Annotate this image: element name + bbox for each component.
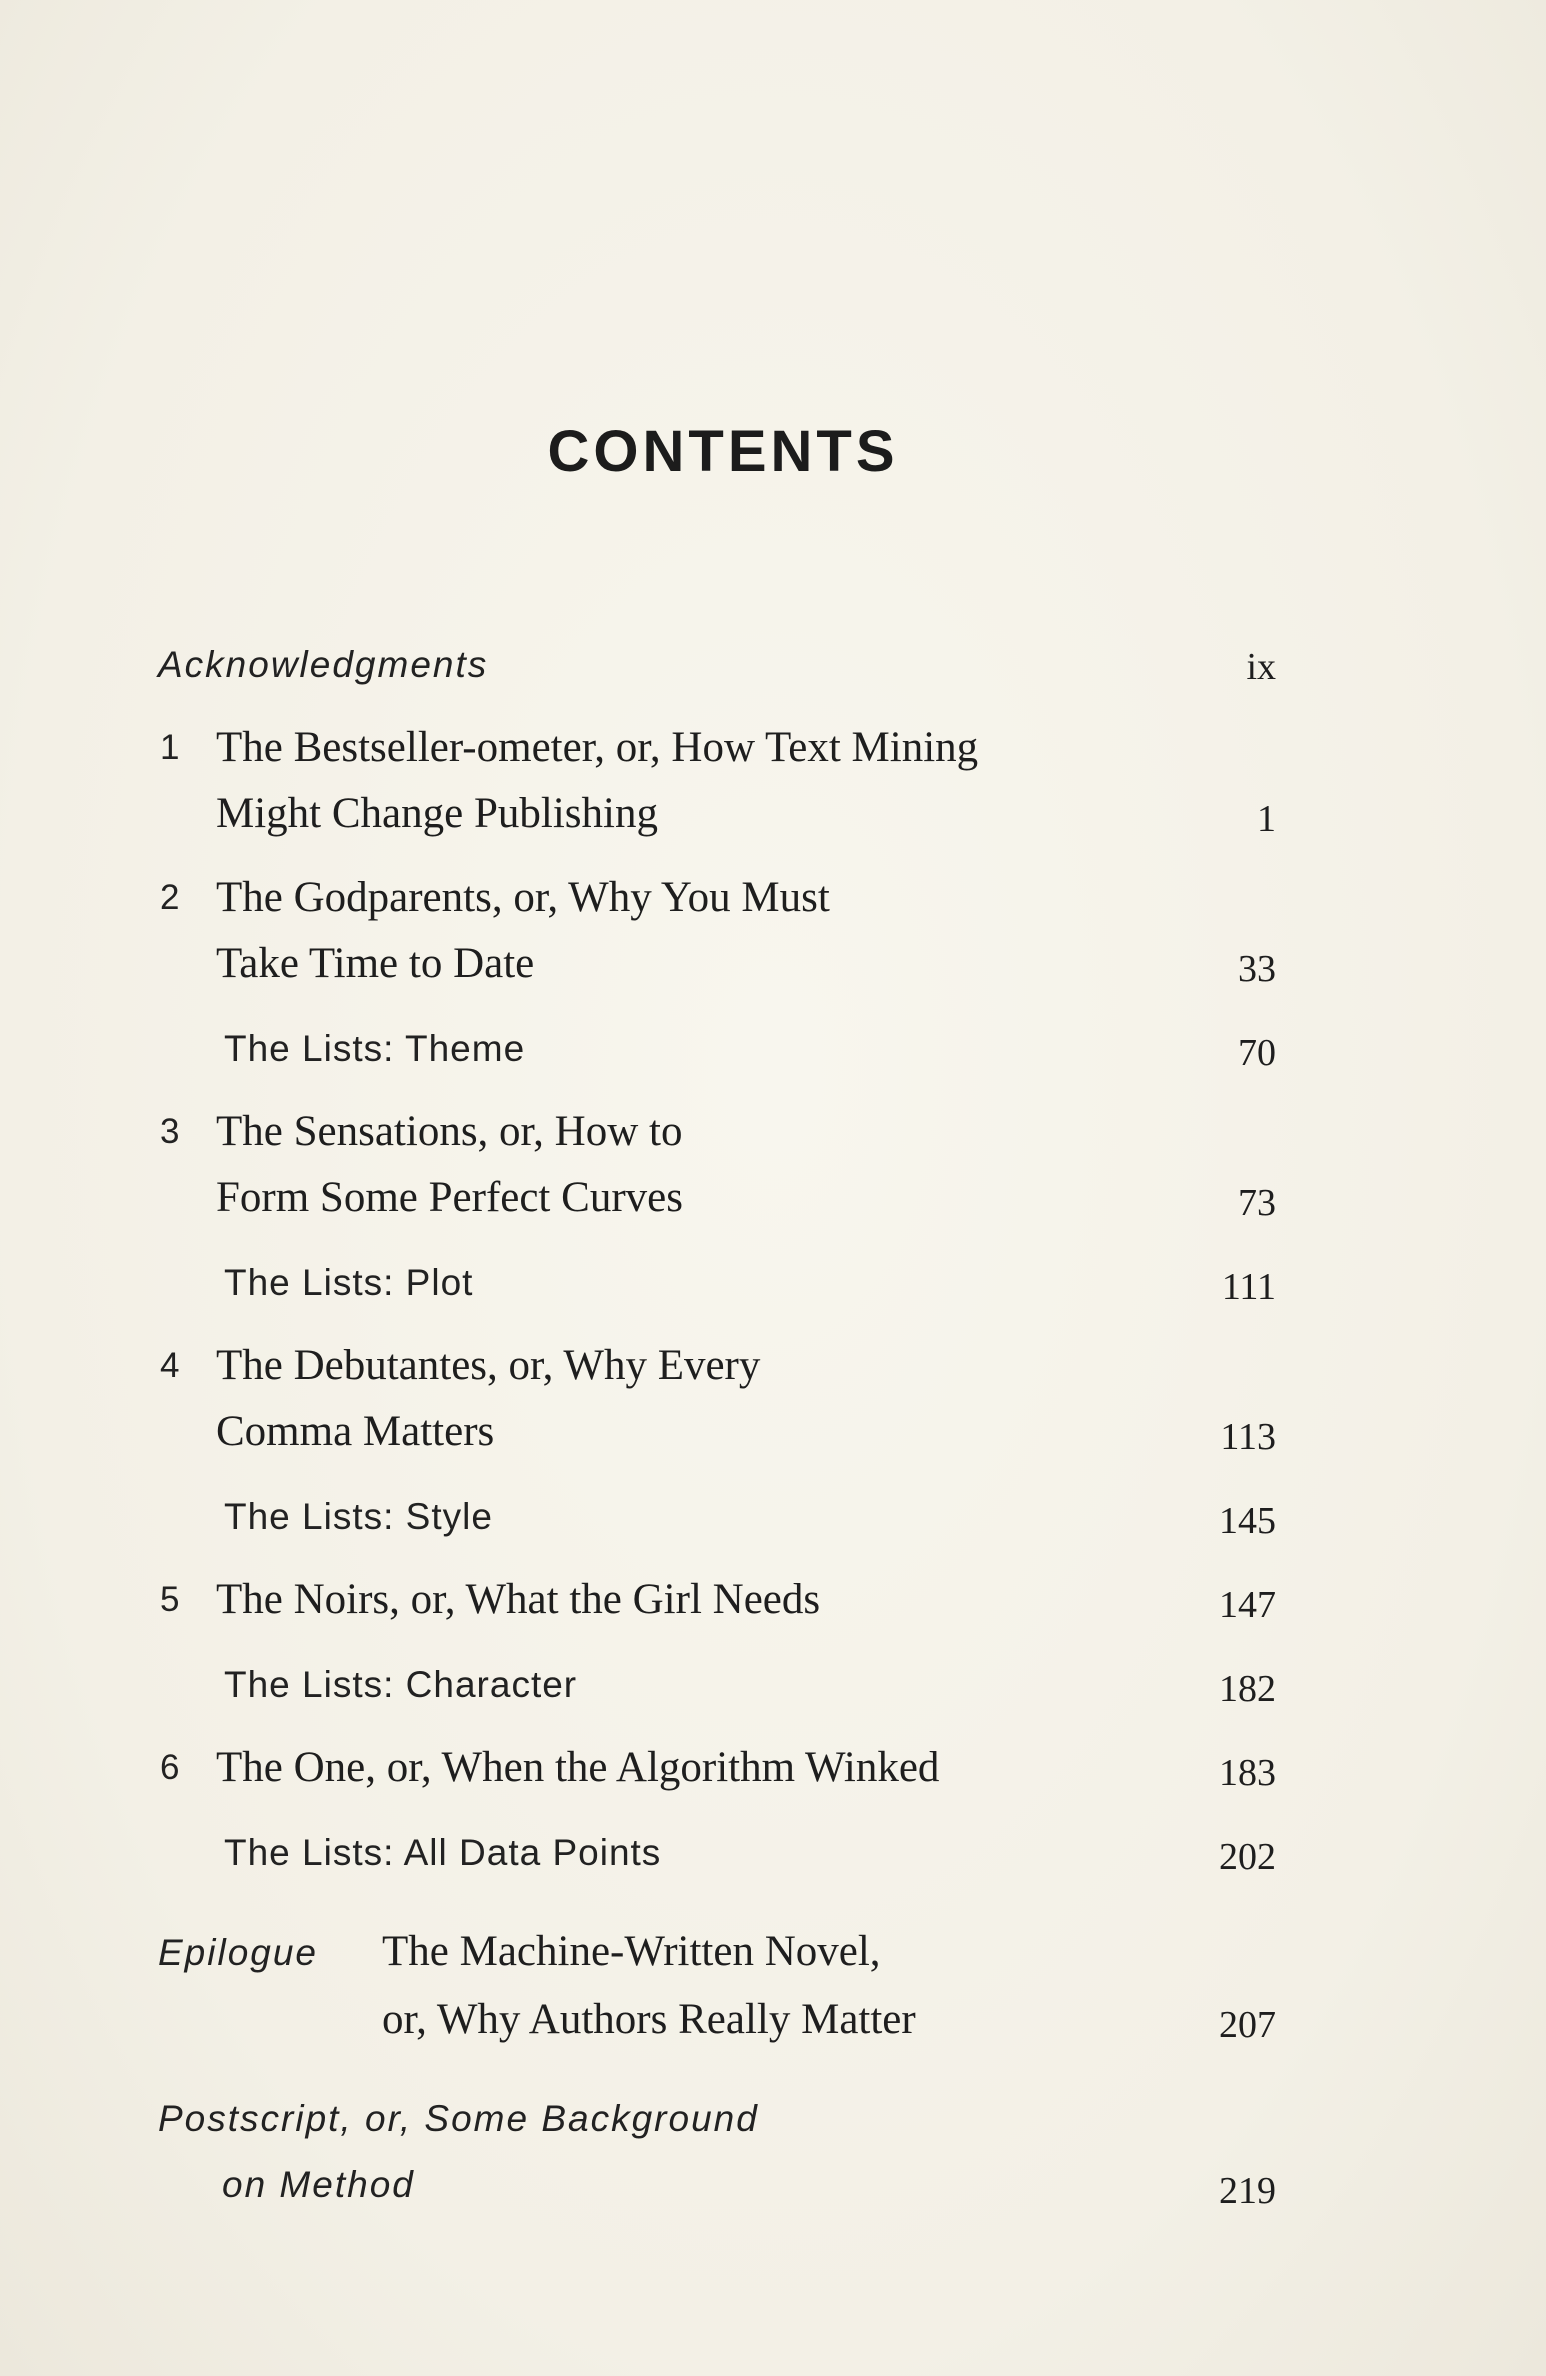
toc-page-number: 182: [1219, 1668, 1276, 1710]
page-title: CONTENTS: [547, 419, 899, 484]
toc-page-number: 70: [1238, 1032, 1276, 1074]
toc-page-number: 202: [1219, 1836, 1276, 1878]
toc-entry-label: Epilogue: [158, 1932, 319, 1973]
chapter-title-line-1: The Noirs, or, What the Girl Needs: [216, 1576, 821, 1623]
chapter-number: 2: [160, 878, 180, 917]
toc-page-number: ix: [1246, 646, 1276, 688]
chapter-title-line-2: Form Some Perfect Curves: [216, 1174, 683, 1221]
toc-page-number: 207: [1219, 2004, 1276, 2046]
toc-page-number: 113: [1220, 1416, 1276, 1458]
toc-page-number: 183: [1219, 1752, 1276, 1794]
chapter-number: 1: [160, 728, 180, 767]
toc-page-number: 111: [1221, 1266, 1276, 1308]
chapter-title-line-1: The Godparents, or, Why You Must: [216, 874, 830, 921]
chapter-number: 3: [160, 1112, 180, 1151]
chapter-title-line-1: The Bestseller-ometer, or, How Text Mining: [216, 724, 979, 771]
chapter-title-line-1: The One, or, When the Algorithm Winked: [216, 1744, 940, 1791]
chapter-title-line-2: Take Time to Date: [216, 940, 535, 987]
chapter-title-line-1: The Sensations, or, How to: [216, 1108, 683, 1155]
chapter-number: 6: [160, 1748, 180, 1787]
chapter-title-line-2: Might Change Publishing: [216, 790, 658, 837]
chapter-title-line-2: Comma Matters: [216, 1408, 495, 1455]
chapter-number: 4: [160, 1346, 180, 1385]
chapter-title-line-1: The Debutantes, or, Why Every: [216, 1342, 761, 1389]
list-title: The Lists: All Data Points: [224, 1832, 662, 1873]
toc-page-number: 147: [1219, 1584, 1276, 1626]
list-title: The Lists: Character: [224, 1664, 578, 1705]
toc-page-number: 145: [1219, 1500, 1276, 1542]
postscript-title-line-1: Postscript, or, Some Background: [158, 2098, 759, 2139]
postscript-title-line-2: on Method: [222, 2164, 415, 2205]
toc-page-number: 73: [1238, 1182, 1276, 1224]
list-title: The Lists: Theme: [224, 1028, 526, 1069]
chapter-number: 5: [160, 1580, 180, 1619]
toc-page-number: 33: [1238, 948, 1276, 990]
list-title: The Lists: Plot: [224, 1262, 474, 1303]
toc-page-number: 1: [1257, 798, 1276, 840]
toc-entry-label: Acknowledgments: [158, 644, 489, 685]
list-title: The Lists: Style: [224, 1496, 493, 1537]
epilogue-title-line-2: or, Why Authors Really Matter: [382, 1996, 916, 2043]
toc-page-number: 219: [1219, 2170, 1276, 2212]
epilogue-title-line-1: The Machine-Written Novel,: [382, 1928, 881, 1975]
